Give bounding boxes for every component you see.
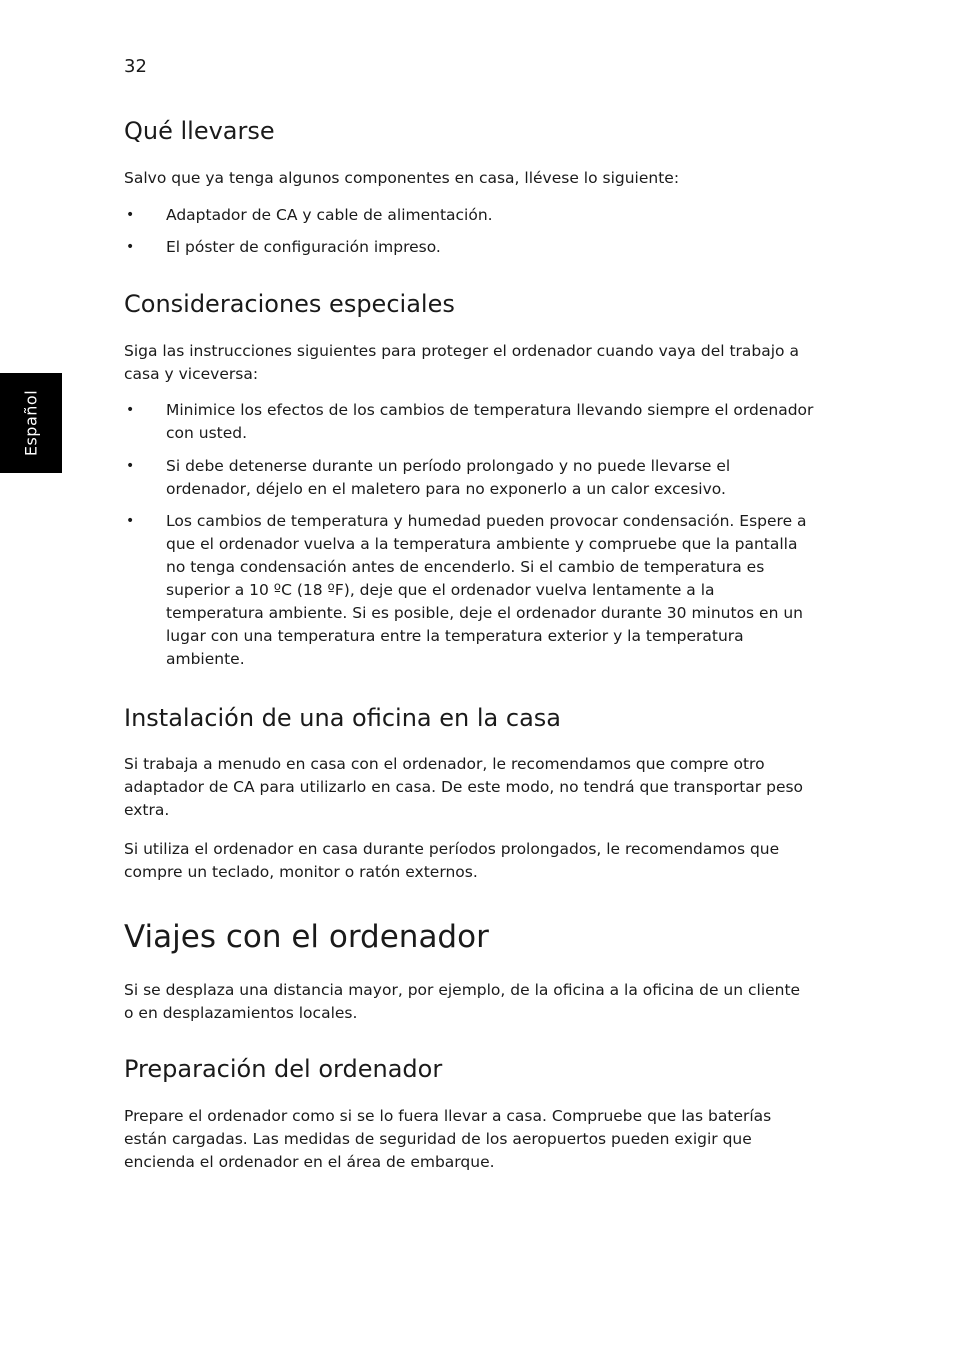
bullet-icon: • [126,402,135,418]
list-item-text: Si debe detenerse durante un período prolongado y no puede llevarse el ordenador, déjelo en el maletero para no exponerlo a un calor excesivo. [166,457,731,498]
bullet-icon: • [126,207,135,223]
list-item-text: Minimice los efectos de los cambios de temperatura llevando siempre el ordenador con usted. [166,401,814,442]
list-item-text: Adaptador de CA y cable de alimentación. [166,206,493,224]
list-item [124,204,814,227]
page-number: 32 [124,56,147,77]
heading-que-llevarse: Qué llevarse [124,117,275,145]
que-llevarse-intro: Salvo que ya tenga algunos componentes en casa, llévese lo siguiente: [124,169,680,187]
list-item [124,510,814,671]
list-item [124,236,814,259]
language-side-tab-label: Español [21,389,41,457]
instalacion-paragraph-1: Si trabaja a menudo en casa con el ordenador, le recomendamos que compre otro adaptador de CA para utilizarlo en casa. De este modo, no tendrá que transportar peso extra. [124,755,804,819]
bullet-icon: • [126,458,135,474]
list-item-text: El póster de configuración impreso. [166,238,441,256]
instalacion-paragraph-2: Si utiliza el ordenador en casa durante períodos prolongados, le recomendamos que compre un teclado, monitor o ratón externos. [124,840,780,881]
heading-viajes: Viajes con el ordenador [124,919,489,955]
heading-consideraciones: Consideraciones especiales [124,290,455,318]
list-item [124,399,814,445]
bullet-icon: • [126,239,135,255]
heading-instalacion: Instalación de una oficina en la casa [124,704,561,732]
consideraciones-intro: Siga las instrucciones siguientes para proteger el ordenador cuando vaya del trabajo a casa y viceversa: [124,342,799,383]
language-side-tab [0,373,62,473]
list-item [124,455,814,501]
heading-preparacion: Preparación del ordenador [124,1055,443,1083]
list-item-text: Los cambios de temperatura y humedad pueden provocar condensación. Espere a que el ordenador vuelva a la temperatura ambiente y compruebe que la pantalla no tenga condensación antes de encenderlo. Si el cambio de temperatura es superior a 10 ºC (18 ºF), deje que el ordenador vuelva lentamente a la temperatura ambiente. Si es posible, deje el ordenador durante 30 minutos en un lugar con una temperatura entre la temperatura exterior y la temperatura ambiente. [166,512,807,668]
bullet-icon: • [126,513,135,529]
viajes-intro: Si se desplaza una distancia mayor, por ejemplo, de la oficina a la oficina de un cliente o en desplazamientos locales. [124,981,801,1022]
preparacion-paragraph: Prepare el ordenador como si se lo fuera llevar a casa. Compruebe que las baterías están cargadas. Las medidas de seguridad de los aeropuertos pueden exigir que encienda el ordenador en el área de embarque. [124,1107,772,1171]
